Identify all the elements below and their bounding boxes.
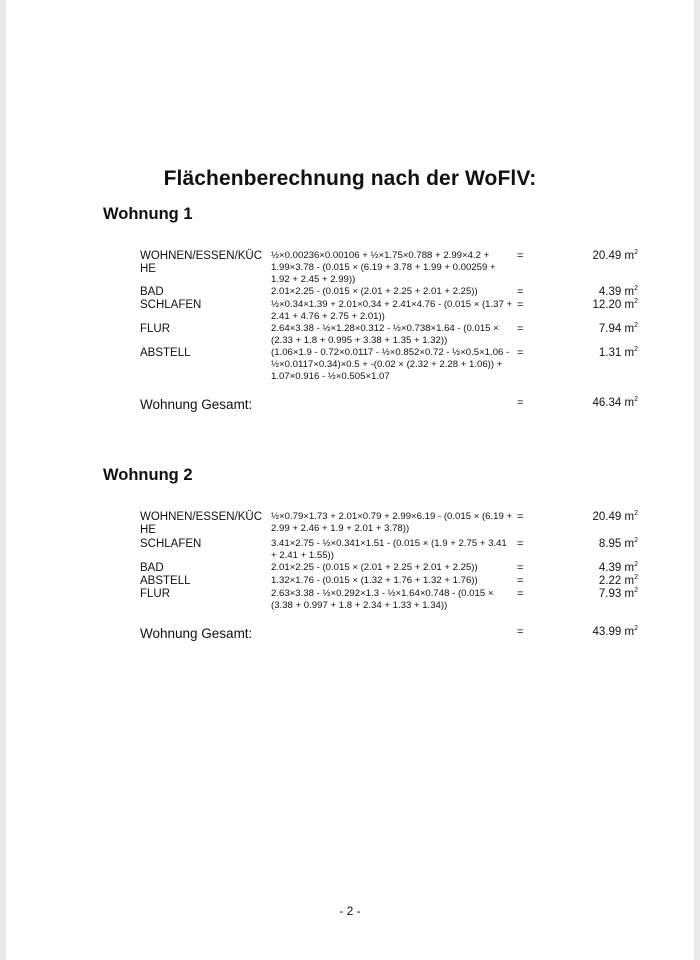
room-name: WOHNEN/ESSEN/KÜCHE [140, 250, 263, 275]
room-name: WOHNEN/ESSEN/KÜCHE [140, 511, 263, 536]
equals-sign: = [517, 250, 524, 262]
room-area: 20.49 $m^2$ [592, 249, 638, 262]
total-area: 46.34 $m^2$ [592, 396, 638, 409]
room-formula: 2.01×2.25 - (0.015 × (2.01 + 2.25 + 2.01 + 2.25)) [271, 286, 478, 297]
section-heading-wohnung-1: Wohnung 1 [103, 205, 193, 223]
room-area: 1.31 $m^2$ [598, 346, 638, 359]
room-formula: 3.41×2.75 - ½×0.341×1.51 - (0.015 × (1.9 + 2.75 + 3.41 + 2.41 + 1.55)) [271, 538, 507, 561]
document-page [6, 0, 694, 960]
room-name: SCHLAFEN [140, 299, 202, 311]
room-area: 2.22 $m^2$ [598, 574, 638, 587]
total-area: 43.99 $m^2$ [592, 625, 638, 638]
room-name: ABSTELL [140, 347, 191, 359]
room-formula: ½×0.34×1.39 + 2.01×0.34 + 2.41×4.76 - (0.015 × (1.37 + 2.41 + 4.76 + 2.75 + 2.01)) [271, 299, 513, 322]
equals-sign: = [517, 397, 524, 409]
room-formula: 1.32×1.76 - (0.015 × (1.32 + 1.76 + 1.32 + 1.76)) [271, 575, 478, 586]
equals-sign: = [517, 299, 524, 311]
room-formula: 2.63×3.38 - ½×0.292×1.3 - ½×1.64×0.748 - (0.015 × (3.38 + 0.997 + 1.8 + 2.34 + 1.33 + 1.34)) [271, 588, 494, 611]
room-area: 8.95 $m^2$ [598, 537, 638, 550]
room-name: ABSTELL [140, 575, 191, 587]
room-formula: ½×0.00236×0.00106 + ½×1.75×0.788 + 2.99×4.2 + 1.99×3.78 - (0.015 × (6.19 + 3.78 + 1.99 + 0.00259 + 1.92 + 2.45 + 2.99)) [271, 250, 496, 285]
total-label: Wohnung Gesamt: [140, 397, 253, 412]
equals-sign: = [517, 626, 524, 638]
room-name: SCHLAFEN [140, 538, 202, 550]
room-formula: 2.64×3.38 - ½×1.28×0.312 - ½×0.738×1.64 - (0.015 × (2.33 + 1.8 + 0.995 + 3.38 + 1.35 + 1.32)) [271, 323, 499, 346]
equals-sign: = [517, 286, 524, 298]
equals-sign: = [517, 323, 524, 335]
page-title: Flächenberechnung nach der WoFlV: [163, 167, 537, 190]
room-area: 4.39 $m^2$ [598, 285, 638, 298]
page-number: - 2 - [339, 904, 361, 918]
equals-sign: = [517, 538, 524, 550]
equals-sign: = [517, 347, 524, 359]
room-name: BAD [140, 286, 164, 298]
room-formula: (1.06×1.9 - 0.72×0.0117 - ½×0.852×0.72 - ½×0.5×1.06 - ½×0.0117×0.34)×0.5 + -(0.02 × (2.32 + 2.28 + 1.06)) + 1.07×0.916 - ½×0.505×1.07 [271, 347, 510, 382]
room-area: 20.49 $m^2$ [592, 510, 638, 523]
room-area: 7.93 $m^2$ [598, 587, 638, 600]
equals-sign: = [517, 588, 524, 600]
equals-sign: = [517, 562, 524, 574]
equals-sign: = [517, 511, 524, 523]
room-area: 12.20 $m^2$ [592, 298, 638, 311]
section-heading-wohnung-2: Wohnung 2 [103, 466, 193, 484]
room-name: BAD [140, 562, 164, 574]
room-formula: 2.01×2.25 - (0.015 × (2.01 + 2.25 + 2.01 + 2.25)) [271, 562, 478, 573]
room-area: 4.39 $m^2$ [598, 561, 638, 574]
room-name: FLUR [140, 323, 171, 335]
room-area: 7.94 $m^2$ [598, 322, 638, 335]
total-label: Wohnung Gesamt: [140, 626, 253, 641]
equals-sign: = [517, 575, 524, 587]
room-formula: ½×0.79×1.73 + 2.01×0.79 + 2.99×6.19 - (0.015 × (6.19 + 2.99 + 2.46 + 1.9 + 2.01 + 3.78)) [271, 511, 513, 534]
room-name: FLUR [140, 588, 171, 600]
